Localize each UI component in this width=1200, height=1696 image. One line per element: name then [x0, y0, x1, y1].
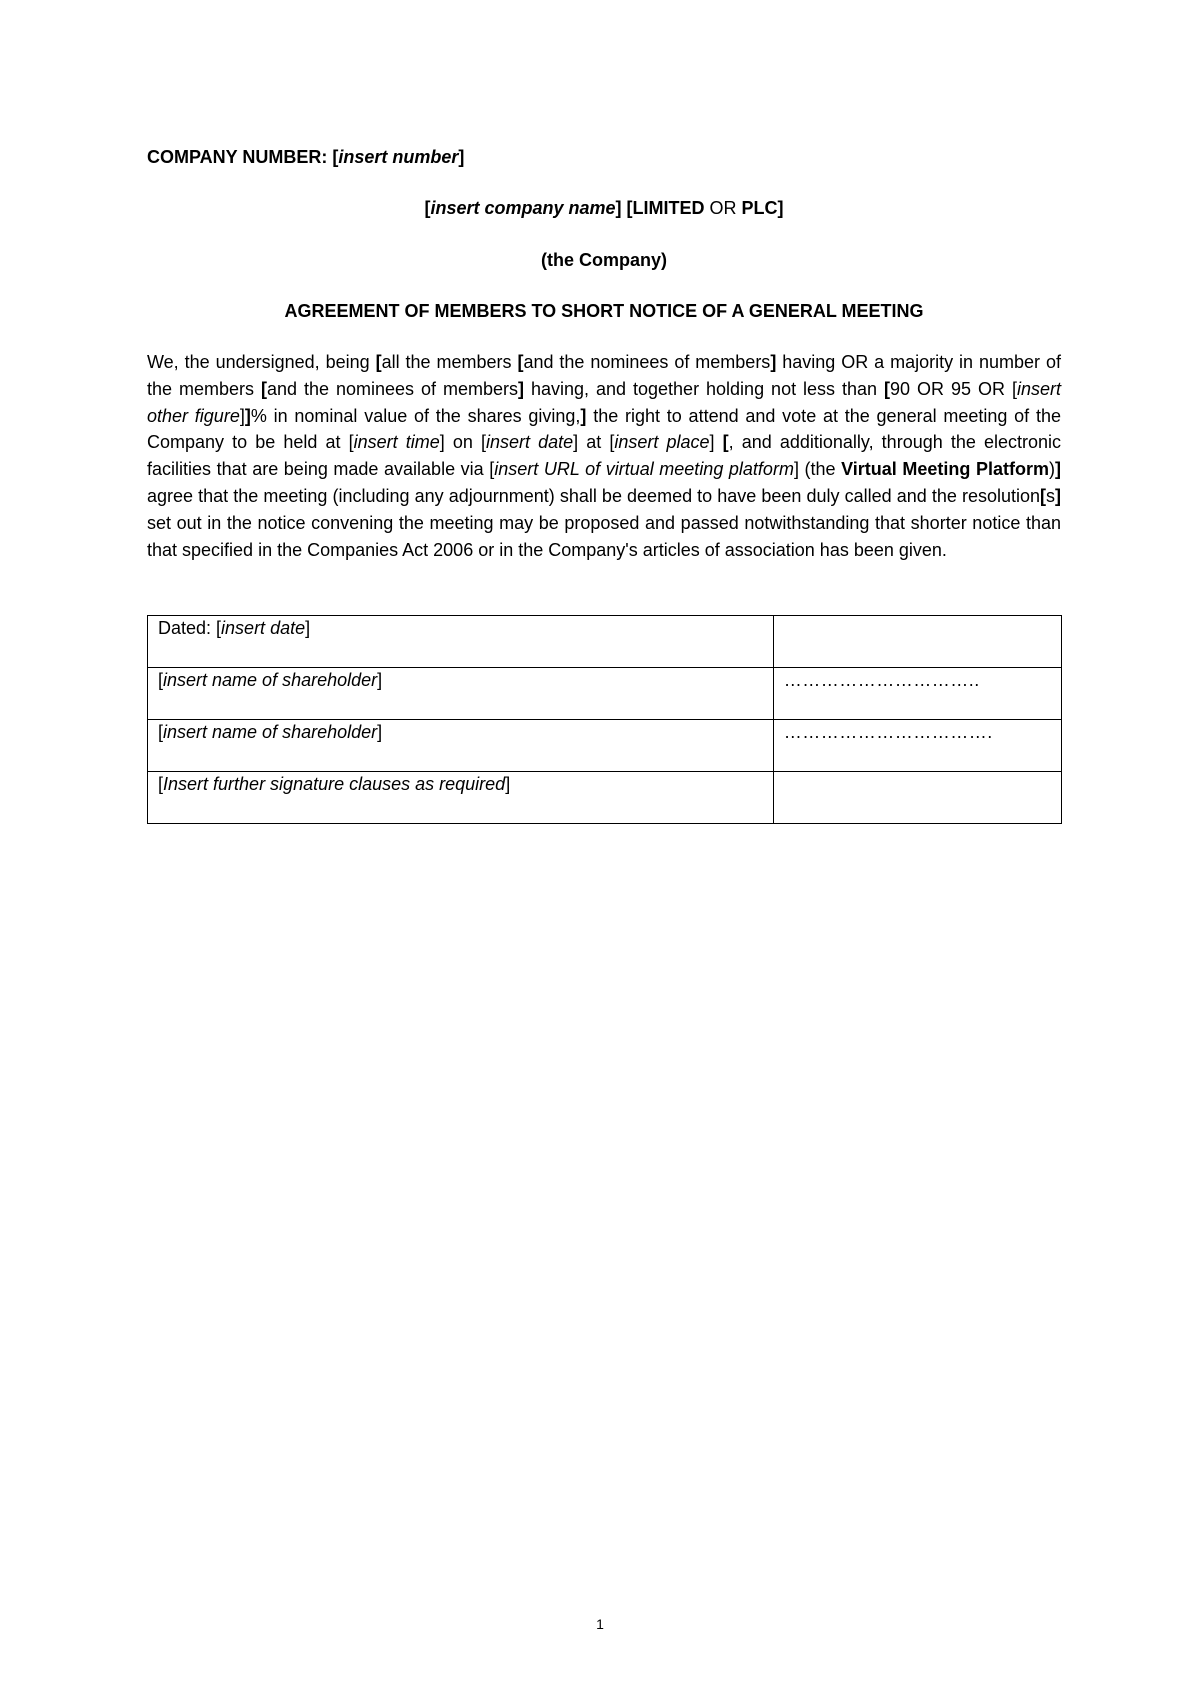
body-text-5: and the nominees of members: [266, 378, 519, 399]
body-text-2: all the members: [381, 352, 518, 372]
body-bracket-7: ]: [244, 405, 251, 426]
dated-signature-cell: [773, 616, 1061, 668]
body-text-12: ] at [: [573, 432, 615, 453]
body-bracket-1: [: [375, 352, 382, 372]
table-row: [148, 772, 1062, 824]
page-number: 1: [596, 1616, 604, 1632]
shareholder-name-cell: [148, 720, 774, 772]
cell-prefix: Dated: [: [158, 618, 222, 638]
body-text-16: ): [1048, 459, 1055, 480]
body-bracket-6: [: [884, 378, 891, 399]
signature-line-cell: …………………………….: [773, 720, 1061, 772]
company-name-placeholder: insert company name: [430, 198, 616, 218]
body-bracket-9: [: [722, 432, 729, 453]
company-number-placeholder: insert number: [338, 147, 459, 167]
body-bracket-13: ]: [1055, 485, 1061, 506]
body-text-4: having OR a majority in number of the members: [147, 352, 1061, 399]
cell-suffix: ]: [377, 722, 383, 742]
body-text-3: and the nominees of members: [523, 352, 771, 372]
table-row: [148, 616, 1062, 668]
cell-prefix: [: [158, 670, 164, 690]
body-italic-4: insert place: [614, 432, 710, 453]
cell-placeholder: insert date: [221, 618, 306, 638]
company-number-line: COMPANY NUMBER: [insert number]: [147, 147, 465, 167]
company-or: OR: [704, 198, 742, 218]
body-italic-2: insert time: [353, 432, 440, 453]
dated-cell: [148, 616, 774, 668]
body-text-10: the right to attend and vote at the general meeting of the Company to be held at [: [147, 405, 1061, 453]
cell-suffix: ]: [305, 618, 311, 638]
body-text-18: s: [1046, 485, 1055, 506]
cell-prefix: [: [158, 774, 164, 794]
body-italic-3: insert date: [485, 432, 574, 453]
cell-suffix: ]: [377, 670, 383, 690]
body-bracket-11: ]: [1054, 459, 1061, 480]
further-signatures-right-cell: [773, 772, 1061, 824]
company-limited: [LIMITED: [626, 198, 705, 218]
body-text-6: having, and together holding not less than: [524, 378, 885, 399]
cell-placeholder: insert name of shareholder: [163, 670, 378, 690]
cell-prefix: [: [158, 722, 164, 742]
agreement-paragraph: [147, 349, 1061, 563]
shareholder-name-cell: [148, 668, 774, 720]
body-bracket-2: [: [517, 352, 524, 372]
body-bracket-3: ]: [770, 352, 777, 372]
body-text-14: , and additionally, through the electronic facilities that are being made available via [: [147, 432, 1061, 480]
body-text-7: 90 OR 95 OR [: [890, 378, 1017, 399]
table-row: [148, 668, 1062, 720]
the-company-label: (the Company): [541, 250, 667, 270]
body-bracket-4: [: [260, 378, 267, 399]
document-title: AGREEMENT OF MEMBERS TO SHORT NOTICE OF A GENERAL MEETING: [284, 301, 924, 321]
body-text-1: We, the undersigned, being: [147, 352, 376, 372]
body-italic-5: insert URL of virtual meeting platform: [494, 459, 794, 480]
further-signatures-cell: [148, 772, 774, 824]
cell-placeholder: insert name of shareholder: [163, 722, 378, 742]
body-text-19: set out in the notice convening the meeting may be proposed and passed notwithstanding that shorter notice than that specified in the Companies Act 2006 or in the Company's articles of association has been given.: [147, 512, 1061, 560]
body-text-9: % in nominal value of the shares giving,: [250, 405, 581, 426]
company-number-label: COMPANY NUMBER:: [147, 147, 333, 167]
company-name-line: [insert company name] [LIMITED OR PLC]: [424, 198, 784, 218]
cell-placeholder: Insert further signature clauses as required: [163, 774, 506, 794]
table-row: [148, 720, 1062, 772]
body-italic-1: insert other figure: [147, 378, 1061, 426]
body-bracket-12: [: [1040, 485, 1046, 506]
body-text-13: ]: [709, 432, 723, 453]
body-bracket-5: ]: [518, 378, 525, 399]
signature-table: [147, 615, 1062, 824]
signature-line-cell: …………………………..: [773, 668, 1061, 720]
company-plc: PLC]: [741, 198, 784, 218]
body-bracket-8: ]: [580, 405, 587, 426]
body-text-15: ] (the: [793, 459, 842, 480]
body-text-8: ]: [239, 405, 245, 426]
cell-suffix: ]: [505, 774, 511, 794]
body-text-17: agree that the meeting (including any adjournment) shall be deemed to have been duly called and the resolution: [147, 485, 1040, 506]
body-bold-term: Virtual Meeting Platform: [841, 459, 1049, 480]
body-text-11: ] on [: [439, 432, 486, 453]
